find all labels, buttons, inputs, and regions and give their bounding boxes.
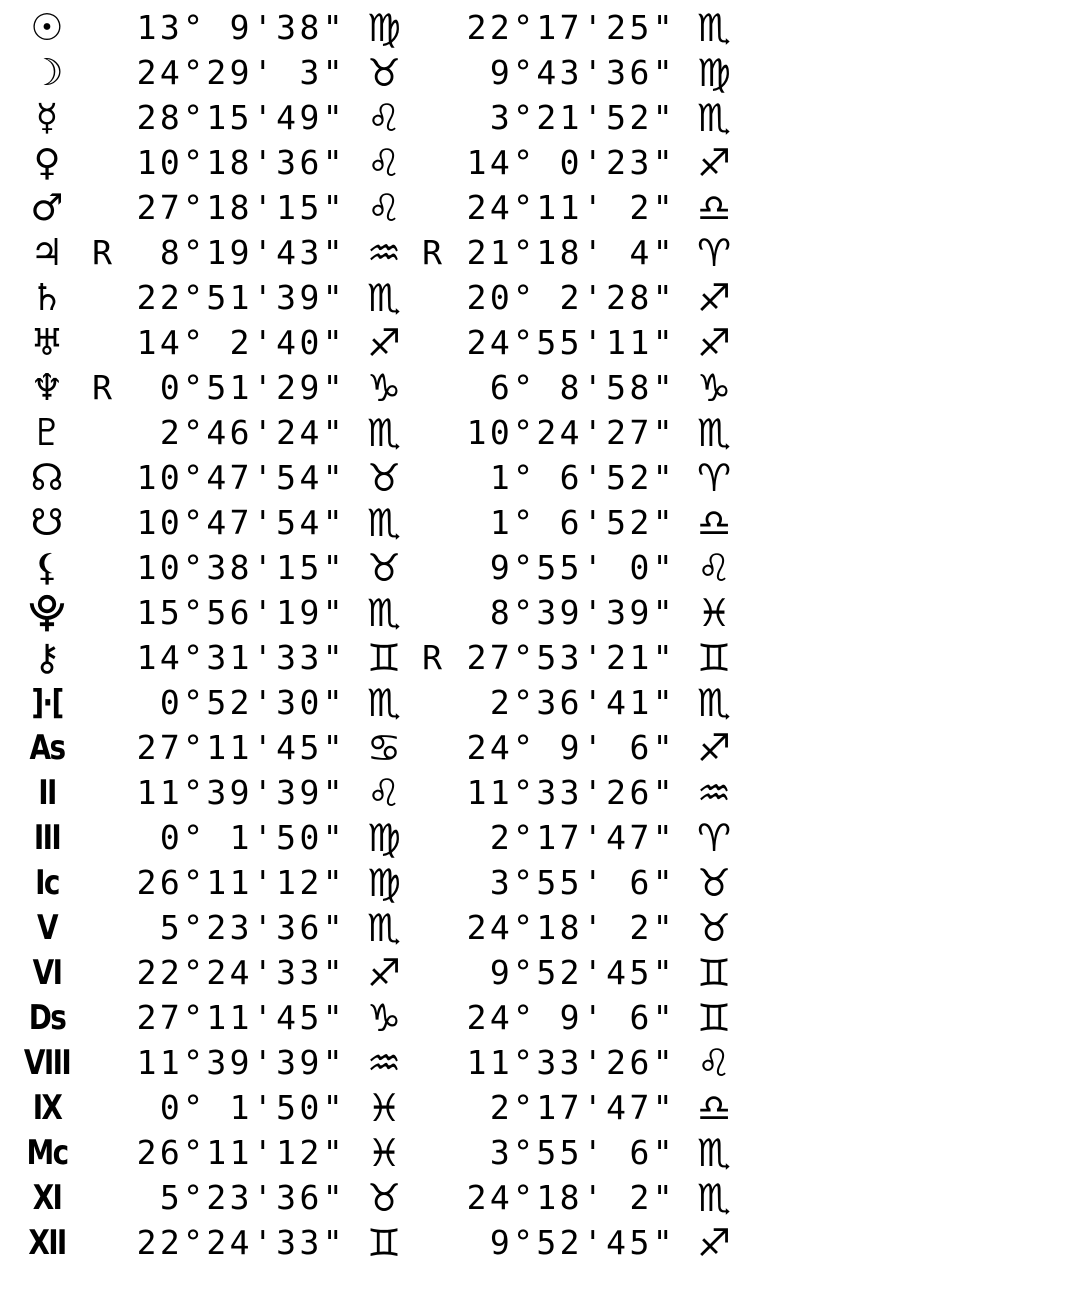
point-glyph: ☿ <box>35 96 59 139</box>
retrograde-marker-natal <box>90 587 114 632</box>
table-row <box>0 92 1080 140</box>
table-row <box>0 632 1080 680</box>
transit-position: 6° 8'58" <box>489 368 676 407</box>
point-glyph: ]·[ <box>31 683 63 723</box>
natal-sign-icon: ♒ <box>366 231 402 275</box>
table-row <box>0 1217 1080 1265</box>
retrograde-marker-transit <box>420 1217 444 1262</box>
table-row <box>0 2 1080 50</box>
retrograde-marker-transit <box>420 1082 444 1127</box>
point-glyph: ⚷ <box>33 636 61 679</box>
table-row <box>0 767 1080 815</box>
transit-position: 11°33'26" <box>466 1043 676 1082</box>
natal-sign-icon: ♉ <box>366 51 402 95</box>
point-glyph: Mc <box>26 1133 68 1173</box>
natal-sign-icon: ♌ <box>366 96 402 140</box>
natal-position: 10°47'54" <box>136 458 346 497</box>
table-row <box>0 1082 1080 1130</box>
retrograde-marker-natal <box>90 407 114 452</box>
transit-sign-icon: ♍ <box>696 51 732 95</box>
table-row <box>0 362 1080 410</box>
transit-position: 14° 0'23" <box>466 143 676 182</box>
point-glyph: ♅ <box>30 321 64 364</box>
point-glyph: ⚸ <box>33 546 61 589</box>
retrograde-marker-transit <box>420 407 444 452</box>
transit-sign-icon: ♊ <box>696 636 732 680</box>
transit-position: 8°39'39" <box>489 593 676 632</box>
natal-position: 10°38'15" <box>136 548 346 587</box>
retrograde-marker-transit <box>420 137 444 182</box>
retrograde-marker-transit <box>420 1037 444 1082</box>
natal-sign-icon: ♒ <box>366 1041 402 1085</box>
transit-position: 10°24'27" <box>466 413 676 452</box>
retrograde-marker-transit <box>420 542 444 587</box>
transit-sign-icon: ♏ <box>696 681 732 725</box>
point-glyph: ♆ <box>30 366 64 409</box>
retrograde-marker-transit <box>420 272 444 317</box>
point-glyph: Ds <box>28 998 66 1038</box>
natal-position: 28°15'49" <box>136 98 346 137</box>
point-glyph: IX <box>32 1088 62 1128</box>
natal-position: 27°11'45" <box>136 998 346 1037</box>
natal-position: 2°46'24" <box>159 413 346 452</box>
transit-position: 3°21'52" <box>489 98 676 137</box>
natal-sign-icon: ♑ <box>366 366 402 410</box>
table-row <box>0 542 1080 590</box>
natal-sign-icon: ♑ <box>366 996 402 1040</box>
point-glyph: ♀ <box>33 141 61 184</box>
transit-sign-icon: ♊ <box>696 951 732 995</box>
natal-position: 11°39'39" <box>136 773 346 812</box>
table-row <box>0 1127 1080 1175</box>
retrograde-marker-natal <box>90 902 114 947</box>
retrograde-marker-natal <box>90 992 114 1037</box>
transit-sign-icon: ♐ <box>696 321 732 365</box>
transit-position: 22°17'25" <box>466 8 676 47</box>
transit-sign-icon: ♐ <box>696 726 732 770</box>
point-glyph: ♂ <box>30 186 64 229</box>
transit-sign-icon: ♏ <box>696 6 732 50</box>
point-glyph: ☽ <box>30 51 64 94</box>
table-row <box>0 227 1080 275</box>
natal-position: 14° 2'40" <box>136 323 346 362</box>
natal-position: 0°51'29" <box>159 368 346 407</box>
retrograde-marker-transit <box>420 812 444 857</box>
transit-position: 9°43'36" <box>489 53 676 92</box>
natal-sign-icon: ♌ <box>366 186 402 230</box>
table-row <box>0 947 1080 995</box>
transit-sign-icon: ♑ <box>696 366 732 410</box>
natal-sign-icon: ♏ <box>366 276 402 320</box>
natal-position: 22°24'33" <box>136 953 346 992</box>
retrograde-marker-natal <box>90 182 114 227</box>
natal-position: 0° 1'50" <box>159 1088 346 1127</box>
point-glyph: ⯓ <box>28 591 66 634</box>
natal-sign-icon: ♏ <box>366 681 402 725</box>
natal-sign-icon: ♊ <box>366 636 402 680</box>
retrograde-marker-natal <box>90 1217 114 1262</box>
retrograde-marker-natal: R <box>92 368 112 407</box>
natal-sign-icon: ♏ <box>366 591 402 635</box>
natal-sign-icon: ♏ <box>366 411 402 455</box>
natal-sign-icon: ♌ <box>366 141 402 185</box>
natal-sign-icon: ♓ <box>366 1086 402 1130</box>
transit-position: 24°55'11" <box>466 323 676 362</box>
transit-sign-icon: ♎ <box>696 501 732 545</box>
transit-position: 2°17'47" <box>489 818 676 857</box>
table-row <box>0 317 1080 365</box>
retrograde-marker-transit <box>420 767 444 812</box>
natal-position: 27°18'15" <box>136 188 346 227</box>
natal-position: 10°47'54" <box>136 503 346 542</box>
point-glyph: Ic <box>35 863 59 903</box>
point-glyph: ♇ <box>30 411 64 454</box>
retrograde-marker-natal <box>90 452 114 497</box>
point-glyph: XI <box>32 1178 62 1218</box>
retrograde-marker-natal <box>90 47 114 92</box>
natal-sign-icon: ♐ <box>366 951 402 995</box>
retrograde-marker-natal <box>90 677 114 722</box>
table-row <box>0 47 1080 95</box>
transit-sign-icon: ♌ <box>696 1041 732 1085</box>
transit-position: 3°55' 6" <box>489 863 676 902</box>
retrograde-marker-natal <box>90 92 114 137</box>
natal-position: 0°52'30" <box>159 683 346 722</box>
transit-sign-icon: ♒ <box>696 771 732 815</box>
transit-sign-icon: ♎ <box>696 1086 732 1130</box>
table-row <box>0 857 1080 905</box>
point-glyph: VIII <box>23 1043 71 1083</box>
retrograde-marker-transit <box>420 677 444 722</box>
table-row <box>0 902 1080 950</box>
transit-sign-icon: ♊ <box>696 996 732 1040</box>
table-row <box>0 722 1080 770</box>
retrograde-marker-natal: R <box>92 233 112 272</box>
natal-sign-icon: ♉ <box>366 456 402 500</box>
transit-position: 21°18' 4" <box>466 233 676 272</box>
table-row <box>0 812 1080 860</box>
retrograde-marker-transit <box>420 947 444 992</box>
natal-sign-icon: ♐ <box>366 321 402 365</box>
point-glyph: II <box>38 773 56 813</box>
point-glyph: ♃ <box>30 231 64 274</box>
transit-position: 2°17'47" <box>489 1088 676 1127</box>
retrograde-marker-natal <box>90 1082 114 1127</box>
natal-position: 15°56'19" <box>136 593 346 632</box>
table-row <box>0 137 1080 185</box>
natal-position: 26°11'12" <box>136 863 346 902</box>
retrograde-marker-transit <box>420 362 444 407</box>
natal-sign-icon: ♓ <box>366 1131 402 1175</box>
transit-position: 24° 9' 6" <box>466 728 676 767</box>
point-glyph: ☊ <box>30 456 64 499</box>
retrograde-marker-transit <box>420 2 444 47</box>
transit-position: 1° 6'52" <box>489 503 676 542</box>
natal-position: 22°24'33" <box>136 1223 346 1262</box>
retrograde-marker-transit <box>420 1172 444 1217</box>
point-glyph: As <box>29 728 65 768</box>
natal-sign-icon: ♋ <box>366 726 402 770</box>
transit-sign-icon: ♏ <box>696 1176 732 1220</box>
transit-sign-icon: ♈ <box>696 456 732 500</box>
natal-sign-icon: ♉ <box>366 1176 402 1220</box>
retrograde-marker-natal <box>90 317 114 362</box>
retrograde-marker-natal <box>90 722 114 767</box>
transit-position: 24°18' 2" <box>466 1178 676 1217</box>
natal-position: 10°18'36" <box>136 143 346 182</box>
transit-sign-icon: ♈ <box>696 231 732 275</box>
transit-sign-icon: ♌ <box>696 546 732 590</box>
natal-sign-icon: ♏ <box>366 501 402 545</box>
table-row <box>0 182 1080 230</box>
point-glyph: ♄ <box>30 276 64 319</box>
natal-sign-icon: ♌ <box>366 771 402 815</box>
retrograde-marker-natal <box>90 497 114 542</box>
retrograde-marker-natal <box>90 947 114 992</box>
transit-sign-icon: ♏ <box>696 1131 732 1175</box>
natal-position: 27°11'45" <box>136 728 346 767</box>
point-glyph: V <box>37 908 57 948</box>
transit-position: 9°52'45" <box>489 1223 676 1262</box>
table-row <box>0 497 1080 545</box>
table-row <box>0 407 1080 455</box>
transit-sign-icon: ♐ <box>696 141 732 185</box>
transit-sign-icon: ♉ <box>696 861 732 905</box>
retrograde-marker-transit <box>420 497 444 542</box>
transit-sign-icon: ♉ <box>696 906 732 950</box>
table-row <box>0 452 1080 500</box>
retrograde-marker-transit <box>420 722 444 767</box>
transit-position: 24° 9' 6" <box>466 998 676 1037</box>
natal-position: 0° 1'50" <box>159 818 346 857</box>
natal-sign-icon: ♏ <box>366 906 402 950</box>
point-glyph: III <box>33 818 61 858</box>
transit-sign-icon: ♐ <box>696 276 732 320</box>
retrograde-marker-transit: R <box>422 638 442 677</box>
transit-position: 24°11' 2" <box>466 188 676 227</box>
transit-sign-icon: ♈ <box>696 816 732 860</box>
natal-position: 11°39'39" <box>136 1043 346 1082</box>
natal-sign-icon: ♉ <box>366 546 402 590</box>
retrograde-marker-natal <box>90 542 114 587</box>
retrograde-marker-natal <box>90 137 114 182</box>
natal-sign-icon: ♍ <box>366 861 402 905</box>
retrograde-marker-transit <box>420 92 444 137</box>
transit-sign-icon: ♎ <box>696 186 732 230</box>
transit-sign-icon: ♓ <box>696 591 732 635</box>
transit-position: 3°55' 6" <box>489 1133 676 1172</box>
table-row <box>0 587 1080 635</box>
point-glyph: ☋ <box>30 501 64 544</box>
table-row <box>0 272 1080 320</box>
natal-position: 8°19'43" <box>159 233 346 272</box>
table-row <box>0 677 1080 725</box>
natal-sign-icon: ♍ <box>366 816 402 860</box>
natal-position: 26°11'12" <box>136 1133 346 1172</box>
retrograde-marker-transit <box>420 182 444 227</box>
transit-sign-icon: ♏ <box>696 96 732 140</box>
natal-position: 13° 9'38" <box>136 8 346 47</box>
transit-position: 2°36'41" <box>489 683 676 722</box>
natal-position: 24°29' 3" <box>136 53 346 92</box>
natal-position: 22°51'39" <box>136 278 346 317</box>
retrograde-marker-transit <box>420 47 444 92</box>
retrograde-marker-natal <box>90 2 114 47</box>
retrograde-marker-natal <box>90 767 114 812</box>
transit-position: 27°53'21" <box>466 638 676 677</box>
retrograde-marker-transit <box>420 992 444 1037</box>
retrograde-marker-natal <box>90 632 114 677</box>
retrograde-marker-transit <box>420 857 444 902</box>
retrograde-marker-natal <box>90 272 114 317</box>
natal-position: 14°31'33" <box>136 638 346 677</box>
transit-sign-icon: ♐ <box>696 1221 732 1265</box>
transit-position: 11°33'26" <box>466 773 676 812</box>
transit-position: 24°18' 2" <box>466 908 676 947</box>
transit-position: 9°55' 0" <box>489 548 676 587</box>
retrograde-marker-natal <box>90 1172 114 1217</box>
retrograde-marker-natal <box>90 857 114 902</box>
natal-position: 5°23'36" <box>159 1178 346 1217</box>
table-row <box>0 1037 1080 1085</box>
retrograde-marker-transit <box>420 902 444 947</box>
point-glyph: ☉ <box>30 6 64 49</box>
transit-position: 9°52'45" <box>489 953 676 992</box>
table-row <box>0 1172 1080 1220</box>
retrograde-marker-transit: R <box>422 233 442 272</box>
natal-sign-icon: ♍ <box>366 6 402 50</box>
point-glyph: VI <box>32 953 62 993</box>
transit-position: 20° 2'28" <box>466 278 676 317</box>
table-row <box>0 992 1080 1040</box>
natal-sign-icon: ♊ <box>366 1221 402 1265</box>
natal-position: 5°23'36" <box>159 908 346 947</box>
retrograde-marker-transit <box>420 452 444 497</box>
point-glyph: XII <box>28 1223 66 1263</box>
retrograde-marker-transit <box>420 587 444 632</box>
transit-sign-icon: ♏ <box>696 411 732 455</box>
transit-position: 1° 6'52" <box>489 458 676 497</box>
retrograde-marker-transit <box>420 317 444 362</box>
retrograde-marker-natal <box>90 1127 114 1172</box>
retrograde-marker-transit <box>420 1127 444 1172</box>
retrograde-marker-natal <box>90 812 114 857</box>
retrograde-marker-natal <box>90 1037 114 1082</box>
